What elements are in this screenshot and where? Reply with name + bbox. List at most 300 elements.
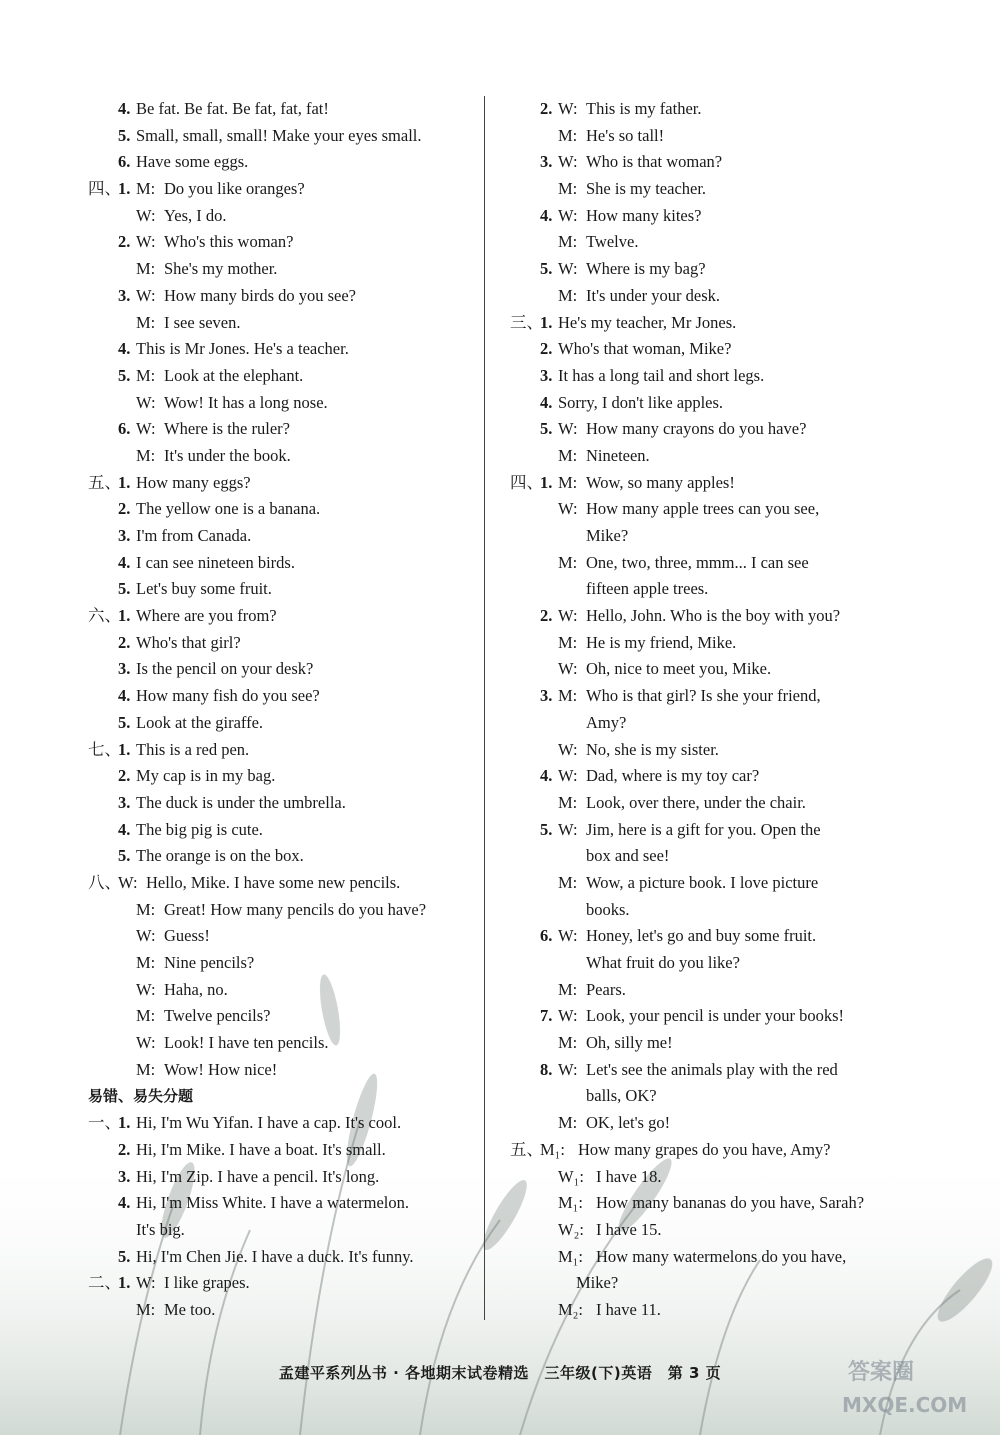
answer-line: [510, 656, 902, 683]
speaker-label: M:: [558, 1113, 578, 1133]
speaker-label: M:: [558, 1033, 578, 1053]
answer-text: fifteen apple trees.: [586, 579, 709, 599]
section-number: 四、: [88, 179, 121, 199]
answer-text: I have 15.: [596, 1219, 662, 1239]
answer-line: [510, 1137, 902, 1164]
answer-line: [88, 603, 484, 630]
item-number: 3.: [118, 792, 131, 812]
answer-line: [510, 1164, 902, 1191]
item-number: 2.: [118, 766, 131, 786]
answer-line: [510, 1030, 902, 1057]
speaker-label: M:: [558, 686, 578, 706]
answer-text: She's my mother.: [164, 259, 278, 279]
item-number: 4.: [118, 99, 131, 118]
answer-line: [510, 1217, 902, 1244]
answer-line: [510, 390, 902, 417]
speaker-label: W:: [558, 419, 578, 439]
answer-line: [510, 817, 902, 844]
answer-text: Jim, here is a gift for you. Open the: [586, 819, 821, 839]
answer-text: Hello, Mike. I have some new pencils.: [146, 872, 401, 892]
answer-text: How many apple trees can you see,: [586, 499, 820, 519]
answer-text: This is my father.: [586, 99, 702, 118]
speaker-label: M:: [136, 445, 156, 465]
answer-text: Let's see the animals play with the red: [586, 1059, 838, 1079]
speaker-label: M:: [558, 179, 578, 199]
answer-text: He's my teacher, Mr Jones.: [558, 312, 737, 332]
answer-line: [88, 123, 484, 150]
left-column: [88, 96, 484, 1324]
answer-line: [88, 1110, 484, 1137]
answer-text: I like grapes.: [164, 1273, 250, 1293]
section-number: 八、: [88, 872, 121, 892]
answer-text: Nine pencils?: [164, 953, 255, 972]
answer-line: [510, 710, 902, 737]
answer-text: The yellow one is a banana.: [136, 499, 321, 519]
answer-line: [510, 416, 902, 443]
item-number: 6.: [540, 926, 553, 946]
answer-text: Do you like oranges?: [164, 179, 305, 199]
answer-line: [510, 443, 902, 470]
item-number: 1.: [118, 606, 131, 626]
speaker-label: W:: [136, 232, 156, 252]
answer-line: [88, 1164, 484, 1191]
answer-line: [510, 550, 902, 577]
answer-line: [510, 149, 902, 176]
speaker-label: M₁:: [558, 1246, 584, 1266]
answer-text: How many kites?: [586, 205, 702, 225]
answer-text: Yes, I do.: [164, 205, 227, 225]
speaker-label: W:: [558, 766, 578, 786]
answer-text: I'm from Canada.: [136, 526, 252, 545]
answer-line: [88, 683, 484, 710]
answer-text: Look! I have ten pencils.: [164, 1033, 329, 1053]
item-number: 4.: [540, 205, 553, 225]
answer-line: [510, 229, 902, 256]
answer-line: [88, 1190, 484, 1217]
answer-text: Who's that woman, Mike?: [558, 339, 732, 359]
answer-line: [510, 470, 902, 497]
speaker-label: M:: [136, 312, 156, 332]
answer-text: I can see nineteen birds.: [136, 552, 295, 572]
speaker-label: W:: [136, 392, 156, 412]
answer-text: Look, your pencil is under your books!: [586, 1006, 844, 1026]
answer-text: Where is the ruler?: [164, 419, 290, 439]
answer-text: Let's buy some fruit.: [136, 579, 272, 599]
item-number: 3.: [540, 152, 553, 172]
answer-line: [88, 897, 484, 924]
answer-text: Honey, let's go and buy some fruit.: [586, 926, 817, 946]
item-number: 4.: [540, 392, 553, 412]
speaker-label: W:: [136, 205, 156, 225]
section-number: 二、: [88, 1273, 121, 1293]
item-number: 4.: [118, 819, 131, 839]
answer-text: Hi, I'm Wu Yifan. I have a cap. It's cool.: [136, 1113, 402, 1133]
speaker-label: W:: [558, 606, 578, 626]
speaker-label: M:: [136, 899, 156, 919]
answer-line: [88, 1083, 484, 1110]
answer-line: [510, 363, 902, 390]
answer-text: Twelve pencils?: [164, 1006, 271, 1026]
section-number: 四、: [510, 472, 543, 492]
item-number: 5.: [118, 846, 131, 866]
answer-line: [510, 1110, 902, 1137]
item-number: 5.: [118, 365, 131, 385]
answer-text: Look at the elephant.: [164, 365, 304, 385]
item-number: 5.: [118, 712, 131, 732]
answer-text: Oh, silly me!: [586, 1033, 673, 1053]
answer-text: Guess!: [164, 926, 210, 946]
answer-text: How many fish do you see?: [136, 686, 320, 706]
item-number: 2.: [118, 632, 131, 652]
answer-line: [88, 656, 484, 683]
answer-text: Hello, John. Who is the boy with you?: [586, 606, 841, 626]
item-number: 3.: [540, 365, 553, 385]
speaker-label: W:: [558, 152, 578, 172]
answer-line: [88, 550, 484, 577]
answer-line: [88, 763, 484, 790]
answer-line: [88, 1003, 484, 1030]
answer-line: [88, 977, 484, 1004]
answer-line: [510, 603, 902, 630]
answer-text: Be fat. Be fat. Be fat, fat, fat!: [136, 99, 329, 118]
answer-line: [510, 977, 902, 1004]
item-number: 1.: [118, 1273, 131, 1293]
answer-text: Is the pencil on your desk?: [136, 659, 314, 679]
speaker-label: M:: [136, 1059, 156, 1079]
item-number: 8.: [540, 1059, 553, 1079]
answer-text: Wow! How nice!: [164, 1059, 278, 1079]
answer-line: [88, 176, 484, 203]
answer-line: [510, 923, 902, 950]
speaker-label: M:: [558, 552, 578, 572]
speaker-label: W:: [136, 979, 156, 999]
speaker-label: M:: [136, 179, 156, 199]
answer-text: balls, OK?: [586, 1086, 657, 1106]
answer-line: [88, 256, 484, 283]
answer-line: [88, 310, 484, 337]
answer-text: Look, over there, under the chair.: [586, 792, 806, 812]
answer-text: Wow! It has a long nose.: [164, 392, 328, 412]
answer-text: I see seven.: [164, 312, 241, 332]
item-number: 3.: [540, 686, 553, 706]
answer-line: [510, 897, 902, 924]
answer-text: Sorry, I don't like apples.: [558, 392, 724, 412]
answer-line: [510, 1057, 902, 1084]
item-number: 2.: [540, 99, 553, 118]
answer-line: [510, 1297, 902, 1324]
answer-text: This is Mr Jones. He's a teacher.: [136, 339, 349, 359]
answer-text: books.: [586, 899, 630, 919]
answer-line: [88, 416, 484, 443]
item-number: 5.: [540, 819, 553, 839]
answer-line: [510, 203, 902, 230]
item-number: 4.: [118, 1193, 131, 1213]
answer-line: [510, 1244, 902, 1271]
item-number: 2.: [540, 339, 553, 359]
answer-line: [88, 1217, 484, 1244]
answer-text: Mike?: [576, 1273, 619, 1293]
watermark-logo: 答案圈: [848, 1360, 915, 1385]
answer-text: Hi, I'm Miss White. I have a watermelon.: [136, 1193, 410, 1213]
item-number: 2.: [118, 499, 131, 519]
answer-line: [88, 149, 484, 176]
speaker-label: W:: [136, 285, 156, 305]
answer-line: [510, 843, 902, 870]
answer-line: [88, 576, 484, 603]
speaker-label: W:: [558, 659, 578, 679]
answer-line: [510, 737, 902, 764]
answer-text: This is a red pen.: [136, 739, 250, 759]
answer-line: [510, 1083, 902, 1110]
answer-line: [88, 737, 484, 764]
answer-text: Who's that girl?: [136, 632, 241, 652]
answer-text: Who is that woman?: [586, 152, 723, 172]
answer-line: [88, 817, 484, 844]
speaker-label: M₂:: [558, 1299, 584, 1319]
answer-line: [88, 363, 484, 390]
answer-text: Twelve.: [586, 232, 639, 252]
item-number: 2.: [540, 606, 553, 626]
item-number: 1.: [118, 739, 131, 759]
item-number: 2.: [118, 1139, 131, 1159]
answer-line: [510, 1190, 902, 1217]
answer-line: [88, 390, 484, 417]
section-number: 三、: [510, 312, 543, 332]
answer-text: The big pig is cute.: [136, 819, 263, 839]
speaker-label: W₂:: [558, 1219, 584, 1239]
speaker-label: W:: [136, 419, 156, 439]
answer-line: [88, 229, 484, 256]
speaker-label: W₁:: [558, 1166, 584, 1186]
section-number: 五、: [510, 1139, 543, 1159]
answer-text: Who is that girl? Is she your friend,: [586, 686, 821, 706]
answer-text: Pears.: [586, 979, 626, 999]
item-number: 3.: [118, 1166, 131, 1186]
speaker-label: W:: [558, 205, 578, 225]
answer-line: [88, 1030, 484, 1057]
answer-text: It has a long tail and short legs.: [558, 365, 765, 385]
answer-text: Who's this woman?: [164, 232, 294, 252]
answer-line: [88, 336, 484, 363]
answer-text: I have 11.: [596, 1299, 661, 1319]
speaker-label: M:: [136, 259, 156, 279]
item-number: 5.: [118, 579, 131, 599]
answer-text: It's big.: [136, 1219, 185, 1239]
answer-line: [88, 203, 484, 230]
answer-text: How many watermelons do you have,: [596, 1246, 847, 1266]
item-number: 1.: [540, 472, 553, 492]
section-number: 六、: [88, 606, 121, 626]
speaker-label: M:: [558, 979, 578, 999]
right-column: [510, 96, 902, 1324]
answer-line: [88, 950, 484, 977]
speaker-label: W:: [118, 872, 138, 892]
speaker-label: M₁:: [558, 1193, 584, 1213]
speaker-label: W:: [558, 99, 578, 118]
item-number: 3.: [118, 526, 131, 545]
answer-line: [510, 310, 902, 337]
watermark-url: MXQE.COM: [842, 1393, 968, 1417]
answer-line: [510, 496, 902, 523]
answer-line: [510, 96, 902, 123]
answer-text: Amy?: [586, 712, 627, 732]
section-number: 七、: [88, 739, 121, 759]
speaker-label: W:: [136, 1033, 156, 1053]
answer-line: [88, 923, 484, 950]
answer-text: Haha, no.: [164, 979, 228, 999]
answer-text: OK, let's go!: [586, 1113, 671, 1133]
answer-text: Great! How many pencils do you have?: [164, 899, 427, 919]
answer-line: [510, 176, 902, 203]
speaker-label: M:: [136, 365, 156, 385]
answer-line: [510, 283, 902, 310]
item-number: 7.: [540, 1006, 553, 1026]
answer-text: The duck is under the umbrella.: [136, 792, 346, 812]
answer-line: [510, 576, 902, 603]
section-number: 一、: [88, 1113, 121, 1133]
answer-line: [88, 630, 484, 657]
speaker-label: W:: [136, 1273, 156, 1293]
speaker-label: M:: [558, 445, 578, 465]
item-number: 6.: [118, 419, 131, 439]
answer-text: She is my teacher.: [586, 179, 707, 199]
answer-text: Look at the giraffe.: [136, 712, 264, 732]
answer-text: No, she is my sister.: [586, 739, 719, 759]
item-number: 2.: [118, 232, 131, 252]
answer-line: [510, 870, 902, 897]
answer-line: [88, 1244, 484, 1271]
item-number: 1.: [118, 472, 131, 492]
speaker-label: W:: [558, 499, 578, 519]
item-number: 4.: [540, 766, 553, 786]
item-number: 1.: [118, 1113, 131, 1133]
answer-line: [88, 523, 484, 550]
speaker-label: M:: [558, 232, 578, 252]
answer-line: [510, 123, 902, 150]
answer-text: Where are you from?: [136, 606, 277, 626]
speaker-label: M:: [558, 792, 578, 812]
item-number: 1.: [540, 312, 553, 332]
speaker-label: W:: [558, 739, 578, 759]
item-number: 5.: [540, 419, 553, 439]
answer-text: My cap is in my bag.: [136, 766, 276, 786]
section-number: 五、: [88, 472, 121, 492]
answer-line: [510, 790, 902, 817]
answer-line: [88, 496, 484, 523]
answer-line: [88, 96, 484, 123]
item-number: 4.: [118, 686, 131, 706]
answer-text: Oh, nice to meet you, Mike.: [586, 659, 772, 679]
item-number: 1.: [118, 179, 131, 199]
answer-text: Me too.: [164, 1299, 216, 1319]
speaker-label: M:: [136, 953, 156, 972]
answer-line: [510, 523, 902, 550]
answer-text: Nineteen.: [586, 445, 650, 465]
answer-text: Have some eggs.: [136, 152, 249, 172]
item-number: 4.: [118, 339, 131, 359]
speaker-label: W:: [558, 819, 578, 839]
answer-text: I have 18.: [596, 1166, 662, 1186]
answer-text: Where is my bag?: [586, 259, 706, 279]
answer-text: How many crayons do you have?: [586, 419, 807, 439]
answer-line: [88, 843, 484, 870]
answer-text: The orange is on the box.: [136, 846, 304, 866]
answer-text: Hi, I'm Chen Jie. I have a duck. It's funny.: [136, 1246, 414, 1266]
answer-text: Hi, I'm Mike. I have a boat. It's small.: [136, 1139, 386, 1159]
speaker-label: M:: [558, 872, 578, 892]
item-number: 3.: [118, 285, 131, 305]
answer-line: [88, 710, 484, 737]
answer-line: [88, 283, 484, 310]
answer-line: [510, 256, 902, 283]
answer-line: [510, 763, 902, 790]
answer-text: Small, small, small! Make your eyes small.: [136, 125, 422, 145]
answer-text: He's so tall!: [586, 125, 665, 145]
answer-line: [88, 1137, 484, 1164]
speaker-label: W:: [136, 926, 156, 946]
answer-line: [88, 1057, 484, 1084]
speaker-label: M:: [136, 1299, 156, 1319]
item-number: 5.: [118, 125, 131, 145]
answer-line: [88, 790, 484, 817]
speaker-label: M:: [558, 472, 578, 492]
answer-line: [510, 336, 902, 363]
item-number: 6.: [118, 152, 131, 172]
answer-text: Wow, so many apples!: [586, 472, 735, 492]
item-number: 5.: [118, 1246, 131, 1266]
answer-text: Dad, where is my toy car?: [586, 766, 760, 786]
answer-text: How many bananas do you have, Sarah?: [596, 1193, 865, 1213]
answer-line: [88, 443, 484, 470]
answer-line: [510, 1003, 902, 1030]
speaker-label: M:: [558, 632, 578, 652]
answer-text: How many grapes do you have, Amy?: [578, 1139, 831, 1159]
answer-text: It's under the book.: [164, 445, 291, 465]
answer-line: [510, 630, 902, 657]
item-number: 3.: [118, 659, 131, 679]
answer-line: [88, 870, 484, 897]
answer-text: Hi, I'm Zip. I have a pencil. It's long.: [136, 1166, 380, 1186]
section-heading: 易错、易失分题: [88, 1087, 194, 1106]
speaker-label: M:: [558, 285, 578, 305]
speaker-label: M:: [558, 125, 578, 145]
answer-line: [510, 1270, 902, 1297]
answer-text: Mike?: [586, 526, 629, 545]
answer-text: He is my friend, Mike.: [586, 632, 737, 652]
answer-line: [88, 1270, 484, 1297]
answer-text: How many birds do you see?: [164, 285, 357, 305]
speaker-label: W:: [558, 926, 578, 946]
answer-text: What fruit do you like?: [586, 953, 740, 972]
speaker-label: M:: [136, 1006, 156, 1026]
answer-text: How many eggs?: [136, 472, 251, 492]
speaker-label: M₁:: [540, 1139, 566, 1159]
answer-text: Wow, a picture book. I love picture: [586, 872, 819, 892]
answer-text: It's under your desk.: [586, 285, 721, 305]
item-number: 4.: [118, 552, 131, 572]
item-number: 5.: [540, 259, 553, 279]
speaker-label: W:: [558, 259, 578, 279]
answer-line: [88, 470, 484, 497]
answer-text: One, two, three, mmm... I can see: [586, 552, 809, 572]
column-divider: [484, 96, 485, 1320]
page-footer: 孟建平系列丛书 · 各地期末试卷精选 三年级(下)英语 第 3 页: [278, 1364, 722, 1382]
answer-line: [510, 683, 902, 710]
speaker-label: W:: [558, 1059, 578, 1079]
answer-line: [510, 950, 902, 977]
answer-line: [88, 1297, 484, 1324]
speaker-label: W:: [558, 1006, 578, 1026]
